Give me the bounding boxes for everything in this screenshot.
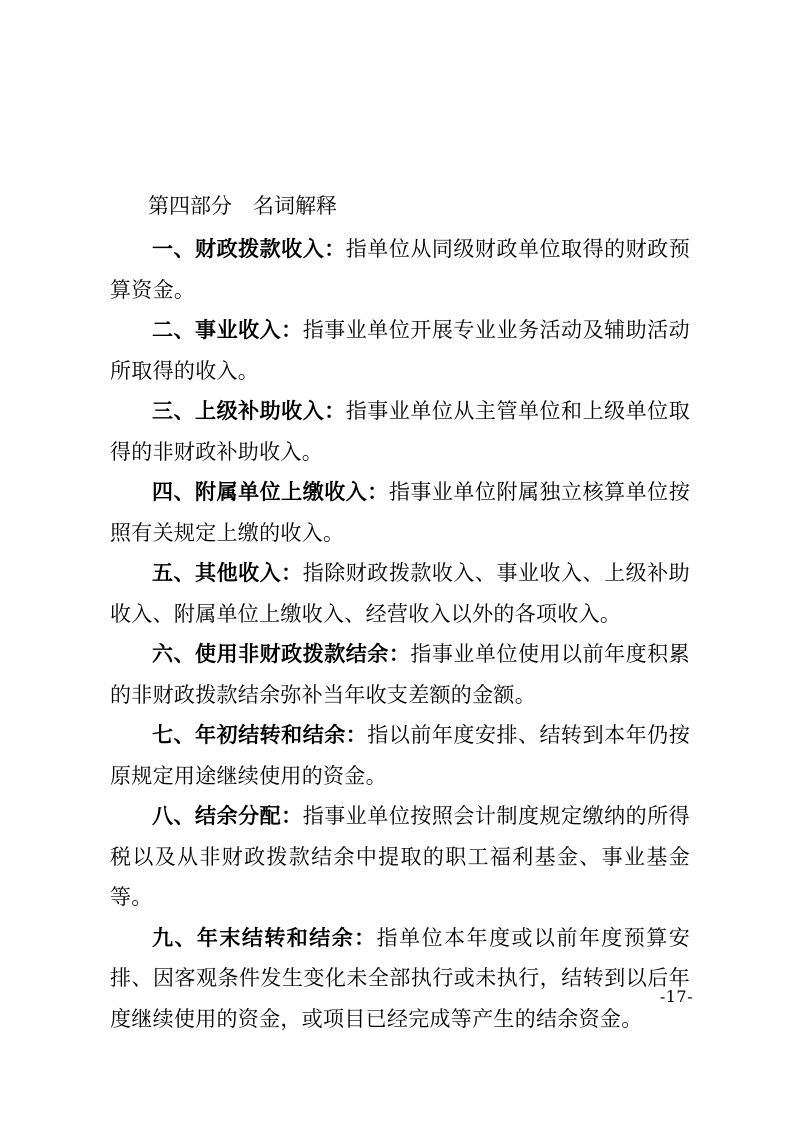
glossary-entry <box>110 472 690 553</box>
glossary-term: 三、上级补助收入： <box>152 398 346 423</box>
glossary-entry <box>110 796 690 918</box>
glossary-definition: 指事业单位附属独立核算单位按照有关规定上缴的收入。 <box>110 480 690 545</box>
glossary-definition: 指单位本年度或以前年度预算安排、因客观条件发生变化未全部执行或未执行，结转到以后年度继续使用的资金，或项目已经完成等产生的结余资金。 <box>110 925 691 1031</box>
glossary-term: 八、结余分配： <box>152 803 303 828</box>
glossary-term: 九、年末结转和结余： <box>152 924 377 950</box>
glossary-term: 四、附属单位上缴收入： <box>152 479 389 504</box>
glossary-definition: 指以前年度安排、结转到本年仍按原规定用途继续使用的资金。 <box>110 723 691 788</box>
glossary-entry <box>110 634 690 715</box>
glossary-term: 二、事业收入： <box>152 317 303 342</box>
glossary-entry <box>110 553 690 634</box>
glossary-definition: 指事业单位开展专业业务活动及辅助活动所取得的收入。 <box>110 318 690 383</box>
glossary-entry <box>110 715 690 796</box>
glossary-list <box>110 229 690 1039</box>
glossary-entry <box>110 310 690 391</box>
glossary-term: 一、财政拨款收入： <box>152 236 346 261</box>
glossary-term: 七、年初结转和结余： <box>152 722 368 747</box>
glossary-definition: 指事业单位从主管单位和上级单位取得的非财政补助收入。 <box>110 399 690 464</box>
glossary-term: 五、其他收入： <box>152 560 303 585</box>
glossary-entry <box>110 391 690 472</box>
glossary-definition: 指事业单位使用以前年度积累的非财政拨款结余弥补当年收支差额的金额。 <box>110 642 690 707</box>
glossary-definition: 指事业单位按照会计制度规定缴纳的所得税以及从非财政拨款结余中提取的职工福利基金、事业基金等。 <box>110 804 690 909</box>
glossary-definition: 指单位从同级财政单位取得的财政预算资金。 <box>110 237 690 302</box>
glossary-term: 六、使用非财政拨款结余： <box>152 641 411 666</box>
glossary-entry <box>110 918 690 1040</box>
glossary-entry <box>110 229 690 310</box>
section-title: 第四部分 名词解释 <box>148 194 337 218</box>
page-number: -17- <box>659 987 693 1006</box>
glossary-definition: 指除财政拨款收入、事业收入、上级补助收入、附属单位上缴收入、经营收入以外的各项收入。 <box>110 561 690 626</box>
